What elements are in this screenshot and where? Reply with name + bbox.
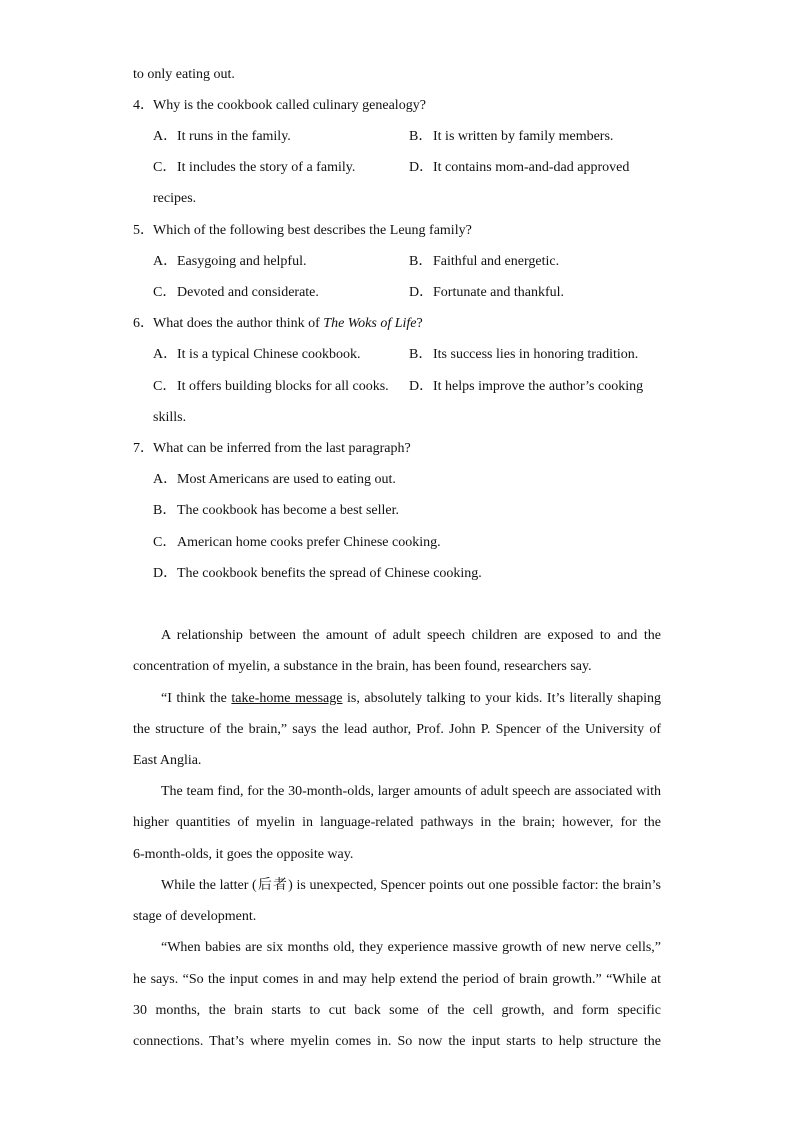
option-text: Its success lies in honoring tradition. [433, 347, 639, 362]
option-text: It is a typical Chinese cookbook. [177, 347, 361, 362]
option-text: It offers building blocks for all cooks. [177, 379, 389, 394]
continuation-line: to only eating out. [133, 67, 235, 82]
option-6-c [153, 378, 389, 396]
option-text: It contains mom-and-dad approved [433, 160, 630, 175]
option-6-a [153, 346, 361, 364]
option-text: Most Americans are used to eating out. [177, 472, 396, 487]
option-label: D． [153, 566, 178, 581]
option-4-d-line2: recipes. [153, 191, 197, 206]
question-4 [133, 97, 426, 115]
text-segment: “I think the [161, 691, 232, 706]
option-label: C． [153, 379, 177, 394]
option-text: It is written by family members. [433, 129, 614, 144]
option-text: Devoted and considerate. [177, 285, 319, 300]
option-label: D． [409, 379, 434, 394]
question-text: What can be inferred from the last paragraph? [153, 441, 411, 456]
option-text: The cookbook benefits the spread of Chinese cooking. [177, 566, 482, 581]
option-4-c [153, 159, 355, 177]
question-5 [133, 222, 472, 240]
passage-p5-line4: connections. That’s where myelin comes in. So now the input starts to help structure the [133, 1034, 661, 1049]
option-5-c [153, 284, 319, 302]
option-label: B． [409, 254, 433, 269]
option-label: A． [153, 472, 178, 487]
option-6-b [409, 346, 638, 364]
option-4-b [409, 128, 613, 146]
underlined-phrase: take-home message [231, 691, 343, 706]
question-text: Why is the cookbook called culinary genealogy? [153, 98, 426, 113]
option-text: Fortunate and thankful. [433, 285, 565, 300]
option-7-d [153, 565, 482, 583]
text-segment: is, absolutely talking to your kids. It’s literally shaping [342, 691, 662, 706]
passage-p2-line3: East Anglia. [133, 753, 202, 768]
option-6-d-line2: skills. [153, 410, 187, 425]
option-label: B． [409, 129, 433, 144]
option-label: C． [153, 285, 177, 300]
question-text: Which of the following best describes the Leung family? [153, 223, 472, 238]
option-5-a [153, 253, 306, 271]
passage-p4-line1: While the latter (后者) is unexpected, Spencer points out one possible factor: the brain’s [161, 878, 661, 893]
option-6-d [409, 378, 643, 396]
question-number: 7． [133, 441, 154, 456]
option-label: A． [153, 347, 178, 362]
passage-p3-line2: higher quantities of myelin in language-related pathways in the brain; however, for the [133, 815, 661, 830]
question-number: 5． [133, 223, 154, 238]
passage-p1-line1: A relationship between the amount of adult speech children are exposed to and the [161, 628, 661, 643]
option-label: D． [409, 160, 434, 175]
option-label: A． [153, 129, 178, 144]
option-4-d [409, 159, 629, 177]
option-4-a [153, 128, 291, 146]
passage-p5-line2: he says. “So the input comes in and may help extend the period of brain growth.” “While at [133, 972, 661, 987]
option-7-c [153, 534, 441, 552]
option-label: D． [409, 285, 434, 300]
question-6 [133, 315, 423, 333]
option-text: Faithful and energetic. [433, 254, 560, 269]
question-7 [133, 440, 411, 458]
option-text: American home cooks prefer Chinese cooking. [177, 535, 441, 550]
option-label: C． [153, 160, 177, 175]
book-title: The Woks of Life [323, 316, 417, 331]
passage-p4-line2: stage of development. [133, 909, 257, 924]
option-text: It runs in the family. [177, 129, 291, 144]
passage-p3-line1: The team find, for the 30-month-olds, larger amounts of adult speech are associated with [161, 784, 661, 799]
question-text-end: ? [416, 316, 423, 331]
option-7-a [153, 471, 396, 489]
passage-p2-line2: the structure of the brain,” says the lead author, Prof. John P. Spencer of the University of [133, 722, 661, 737]
option-label: A． [153, 254, 178, 269]
passage-p5-line1: “When babies are six months old, they experience massive growth of new nerve cells,” [161, 940, 661, 955]
option-5-d [409, 284, 564, 302]
option-label: C． [153, 535, 177, 550]
question-number: 4． [133, 98, 154, 113]
option-text: It helps improve the author’s cooking [433, 379, 644, 394]
option-text: It includes the story of a family. [177, 160, 356, 175]
option-label: B． [153, 503, 177, 518]
passage-p2-line1 [161, 690, 661, 708]
question-number: 6． [133, 316, 154, 331]
passage-p1-line2: concentration of myelin, a substance in the brain, has been found, researchers say. [133, 659, 592, 674]
option-text: The cookbook has become a best seller. [177, 503, 399, 518]
passage-p5-line3: 30 months, the brain starts to cut back some of the cell growth, and form specific [133, 1003, 661, 1018]
option-7-b [153, 502, 399, 520]
option-label: B． [409, 347, 433, 362]
option-text: Easygoing and helpful. [177, 254, 307, 269]
passage-p3-line3: 6-month-olds, it goes the opposite way. [133, 847, 354, 862]
option-5-b [409, 253, 559, 271]
question-text: What does the author think of [153, 316, 324, 331]
